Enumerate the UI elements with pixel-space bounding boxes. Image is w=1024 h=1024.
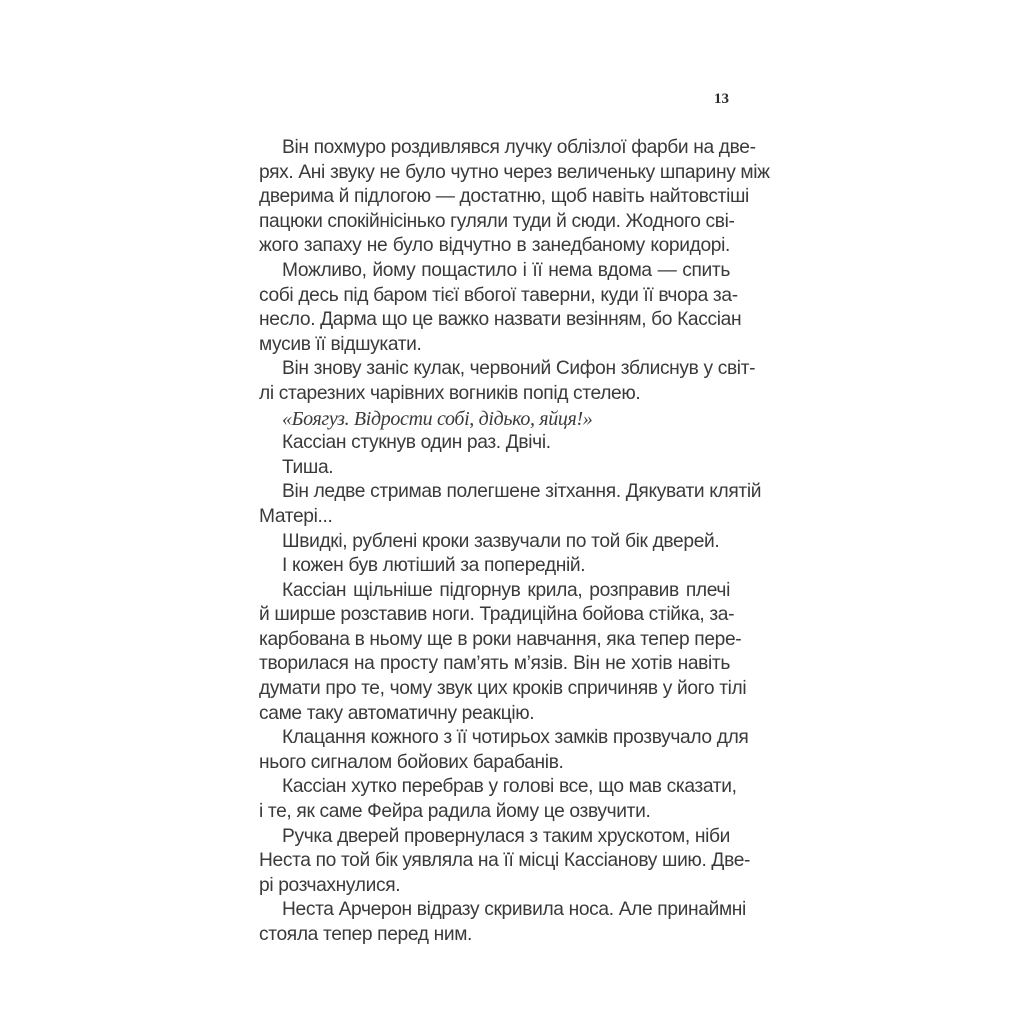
body-text <box>259 136 770 948</box>
text-line: мусив її відшукати. <box>259 333 422 355</box>
text-line: жого запаху не було відчутно в занедбаному коридорі. <box>259 235 730 257</box>
text-line: собі десь під баром тієї вбогої таверни, куди її вчора за- <box>259 284 738 306</box>
text-line: рях. Ані звуку не було чутно через величеньку шпарину між <box>259 161 770 183</box>
text-line: рі розчахнулися. <box>259 874 401 896</box>
text-line: і те, як саме Фейра радила йому це озвучити. <box>259 801 651 823</box>
text-line: Тиша. <box>282 456 334 478</box>
text-line: саме таку автоматичну реакцію. <box>259 702 535 724</box>
page-number: 13 <box>714 91 729 107</box>
text-line: І кожен був лютіший за попередній. <box>282 555 586 577</box>
text-line: Матері... <box>259 505 333 527</box>
italic-quote-line: «Боягуз. Відрости собі, дідько, яйця!» <box>282 407 593 430</box>
text-line: Кассіан хутко перебрав у голові все, що мав сказати, <box>282 776 737 798</box>
text-line: Він ледве стримав полегшене зітхання. Дякувати клятій <box>282 481 762 503</box>
text-line: творилася на просту пам’ять м’язів. Він не хотів навіть <box>259 653 730 675</box>
text-line: Він похмуро роздивлявся лучку облізлої фарби на две- <box>282 137 756 158</box>
text-line: Можливо, йому пощастило і її нема вдома — спить <box>282 259 730 281</box>
text-line: Ручка дверей провернулася з таким хрускотом, ніби <box>282 825 730 847</box>
text-line: Кассіан щільніше підгорнув крила, розправив плечі <box>282 579 730 601</box>
text-line: карбована в ньому ще в роки навчання, яка тепер пере- <box>259 628 742 650</box>
text-line: Він знову заніс кулак, червоний Сифон зблиснув у світ- <box>282 358 756 380</box>
text-line: стояла тепер перед ним. <box>259 924 473 945</box>
text-line: Клацання кожного з її чотирьох замків прозвучало для <box>282 727 749 749</box>
text-line: лі старезних чарівних вогників попід стелею. <box>259 382 641 404</box>
text-line: несло. Дарма що це важко назвати везінням, бо Кассіан <box>259 309 742 331</box>
text-line: нього сигналом бойових барабанів. <box>259 751 564 773</box>
text-line: й ширше розставив ноги. Традиційна бойова стійка, за- <box>259 604 735 626</box>
text-line: Швидкі, рублені кроки зазвучали по той бік дверей. <box>282 530 720 552</box>
text-line: думати про те, чому звук цих кроків спричиняв у його тілі <box>259 678 747 700</box>
text-line: Неста по той бік уявляла на її місці Кассіанову шию. Две- <box>259 850 751 872</box>
text-line: пацюки спокійнісінько гуляли туди й сюди. Жодного сві- <box>259 210 735 232</box>
text-line: дверима й підлогою — достатню, щоб навіть найтовстіші <box>259 186 749 208</box>
text-line: Неста Арчерон відразу скривила носа. Але принаймні <box>282 899 746 921</box>
text-line: Кассіан стукнув один раз. Двічі. <box>282 432 551 454</box>
